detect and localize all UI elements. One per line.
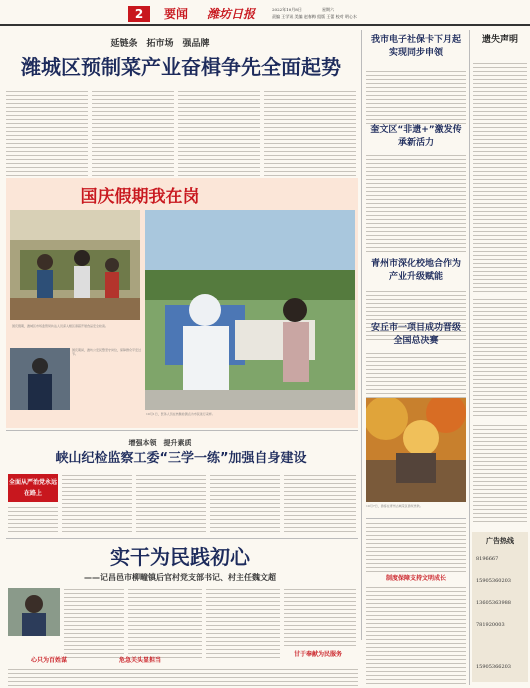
hotline-label: 广告热线 xyxy=(486,537,514,545)
notice-body-3 xyxy=(473,424,527,524)
page-number-badge: 2 xyxy=(128,6,150,22)
masthead-rule xyxy=(0,24,530,26)
lead-kicker: 延链条 拓市场 强品牌 xyxy=(110,39,210,49)
story-social-card-title: 我市电子社保卡下月起实现同步申领 xyxy=(370,35,461,58)
photo-village-secretary xyxy=(8,588,60,636)
discipline-headline: 峡山纪检监察工委“三学一练”加强自身建设 xyxy=(55,451,307,466)
photo-police-graphic xyxy=(10,348,70,410)
profile-body-2 xyxy=(128,588,202,658)
story-social-card-body xyxy=(366,70,466,126)
photo-police xyxy=(10,348,70,410)
profile-sub3: 甘于奉献为民服务 xyxy=(293,651,342,658)
photo-market-caption: 国庆假期，潍城区市场监管局执法人员深入辖区商超开展食品安全检查。 xyxy=(12,324,109,328)
hotline-block xyxy=(472,532,528,682)
discipline-body-5 xyxy=(8,506,58,534)
discipline-body-2 xyxy=(136,474,206,534)
section-title: 要闻 xyxy=(164,7,189,21)
hotline-phone-4: 781920003 xyxy=(476,622,505,628)
photo-market-check-graphic xyxy=(10,210,140,320)
discipline-body-1 xyxy=(62,474,132,534)
profile-body-5 xyxy=(8,668,358,686)
editor-credits: 责编 王学讯 美编 赵春梅 组版 王蕾 校对 明心水 xyxy=(272,14,357,19)
fin-body-1 xyxy=(366,522,466,572)
notice-body-2 xyxy=(473,298,527,418)
discipline-sidebar-text: 全面从严治党永远在路上 xyxy=(9,479,57,497)
profile-divider xyxy=(6,538,358,539)
profile-sub1: 心只为百姓谋 xyxy=(30,657,67,664)
story-qingzhou-title: 青州市深化校地合作为产业升级赋能 xyxy=(370,259,461,282)
discipline-body-3 xyxy=(210,474,280,534)
photo-nucleic-test xyxy=(145,210,355,410)
hotline-phone-5: 15905366203 xyxy=(476,664,511,670)
profile-body-3 xyxy=(206,588,280,658)
photo-secretary-graphic xyxy=(8,588,60,636)
fin-title: 制度保障支持文明成长 xyxy=(385,575,446,582)
issue-date: 2022年10月8日 xyxy=(272,7,302,12)
photo-autumn-caption: 10月7日，游客在青州古城景区游玩赏秋。 xyxy=(366,504,423,508)
profile-body-4 xyxy=(284,588,356,648)
hotline-phone-3: 13605363988 xyxy=(476,600,511,606)
notice-title: 遗失声明 xyxy=(481,35,518,45)
weekday: 星期六 xyxy=(322,7,334,12)
story-heritage-body xyxy=(366,154,466,254)
story-heritage-title: 奎文区“非遗+”激发传承新活力 xyxy=(370,125,462,148)
fin-body-2 xyxy=(366,586,466,684)
fin-divider xyxy=(366,518,466,519)
newspaper-logo: 潍坊日报 xyxy=(207,7,256,21)
profile-headline: 实干为民践初心 xyxy=(110,545,250,569)
profile-sub2: 危急关头显担当 xyxy=(118,657,161,664)
photo-test-caption: 10月1日，医务人员在核酸检测点为市民进行采样。 xyxy=(146,412,215,416)
photo-autumn-graphic xyxy=(366,398,466,502)
holiday-banner: 国庆假期我在岗 xyxy=(80,187,200,207)
profile-subheadline: ——记昌邑市柳疃镇后官村党支部书记、村主任魏文超 xyxy=(84,573,276,582)
photo-police-caption: 国庆期间，潍坊公安民警坚守岗位，保障群众平安过节。 xyxy=(72,348,142,356)
lead-headline: 潍城区预制菜产业奋楫争先全面起势 xyxy=(21,55,341,79)
notice-col-divider xyxy=(469,30,470,685)
hotline-phone-1: 8196667 xyxy=(476,556,499,562)
discipline-kicker: 增强本领 提升素质 xyxy=(128,439,192,447)
photo-nucleic-test-graphic xyxy=(145,210,355,410)
story-anqiu-title: 安丘市一项目成功晋级全国总决赛 xyxy=(370,323,461,346)
right-col-divider xyxy=(361,30,362,640)
hotline-phone-2: 15905360203 xyxy=(476,578,511,584)
photo-market-check xyxy=(10,210,140,320)
discipline-body-4 xyxy=(284,474,356,534)
masthead xyxy=(0,0,530,26)
notice-body xyxy=(473,62,527,292)
profile-body-1 xyxy=(64,588,124,658)
photo-autumn-ancient-city xyxy=(366,398,466,502)
discipline-divider xyxy=(6,430,358,431)
